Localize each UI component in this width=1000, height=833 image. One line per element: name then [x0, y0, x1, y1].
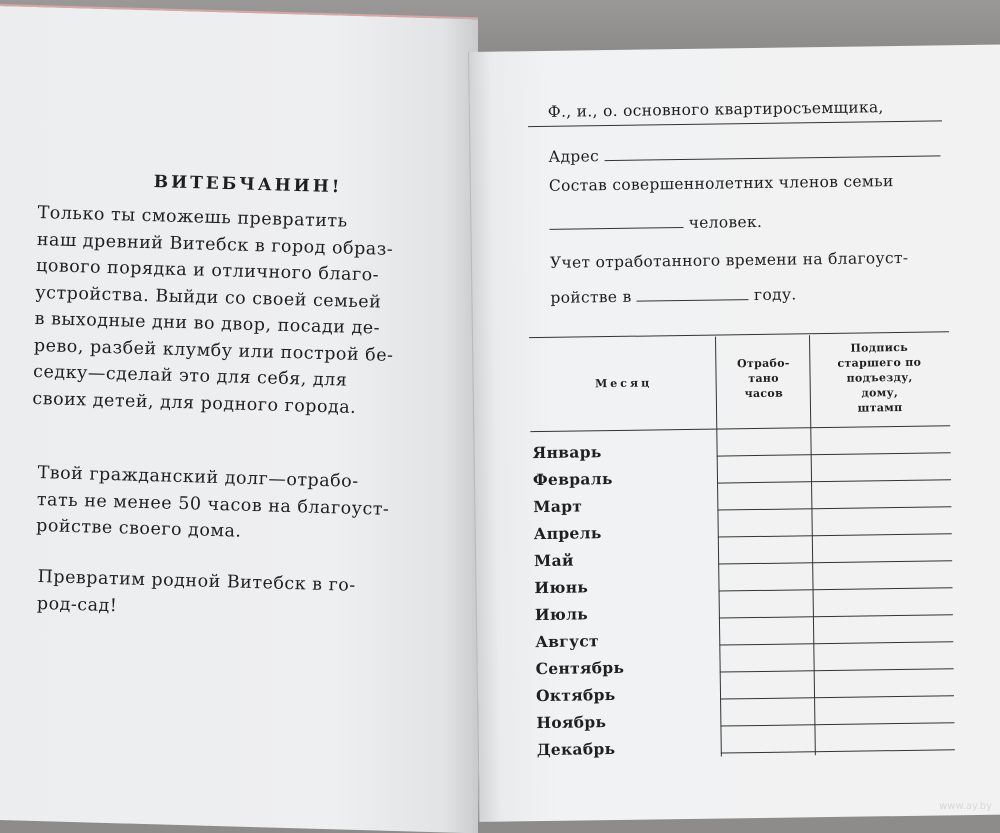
month-november: Ноябрь: [536, 712, 607, 733]
table-top-border: [529, 331, 949, 338]
tenant-label: Ф., и., о. основного квартиросъемщика,: [547, 98, 884, 121]
right-page: [468, 45, 1000, 822]
persons-field-line: [549, 213, 683, 230]
text-line: седку—сделай это для себя, для: [32, 361, 348, 391]
month-february: Февраль: [532, 469, 613, 490]
header-hours-line: Отрабо-: [737, 356, 790, 371]
header-hours-line: тано: [748, 371, 779, 386]
row-line: [720, 695, 954, 699]
text-line: наш древний Витебск в город образ-: [36, 229, 394, 260]
paragraph-slogan: [37, 564, 440, 628]
persons-label: человек.: [688, 212, 763, 232]
text-line: ройстве своего дома.: [35, 515, 242, 542]
month-august: Август: [535, 631, 600, 652]
accounting-label: Учет отработанного времени на благоуст-: [549, 248, 909, 272]
month-march: Март: [533, 496, 583, 517]
month-december: Декабрь: [536, 739, 616, 760]
address-row: [548, 141, 940, 165]
text-line: в выходные дни во двор, посади де-: [34, 308, 381, 339]
month-january: Январь: [532, 442, 602, 463]
row-line: [717, 452, 951, 456]
header-month: Месяц: [594, 376, 653, 391]
header-signature-line: старшего по: [837, 355, 922, 370]
header-signature-line: дому,: [861, 386, 899, 400]
text-line: устройства. Выйди со своей семьей: [35, 282, 382, 313]
left-page-content: [0, 0, 478, 818]
month-july: Июль: [534, 604, 589, 625]
row-line: [719, 587, 953, 591]
header-signature-line: штамп: [857, 400, 903, 415]
tenant-field-line: [528, 120, 942, 127]
text-line: рево, разбей клумбу или построй бе-: [33, 335, 394, 366]
left-page-title: ВИТЕБЧАНИН!: [153, 172, 343, 198]
address-field-line: [604, 141, 940, 161]
row-line: [720, 722, 954, 726]
row-line: [718, 533, 952, 537]
text-line: Твой гражданский долг—отрабо-: [37, 462, 359, 492]
month-september: Сентябрь: [535, 657, 625, 679]
month-june: Июнь: [534, 577, 589, 598]
year-suffix: году.: [753, 285, 797, 305]
text-line: тать не менее 50 часов на благоуст-: [36, 489, 390, 520]
persons-row: [549, 212, 762, 234]
watermark: www.ay.by: [939, 801, 992, 812]
row-line: [717, 506, 951, 510]
text-line: своих детей, для родного города.: [32, 388, 357, 418]
year-row: [550, 284, 796, 306]
header-hours-line: часов: [744, 386, 784, 401]
row-line: [720, 668, 954, 672]
paragraph-duty: [36, 460, 440, 551]
month-october: Октябрь: [535, 685, 616, 706]
row-line: [717, 479, 951, 483]
month-april: Апрель: [533, 523, 602, 544]
header-signature-line: подъезду,: [846, 370, 913, 385]
paragraph-appeal: [32, 200, 440, 423]
month-may: Май: [533, 550, 574, 571]
year-prefix: ройстве в: [550, 287, 632, 307]
text-line: цового порядка и отличного благо-: [35, 255, 380, 286]
row-line: [719, 614, 953, 618]
family-label: Состав совершеннолетних членов семьи: [548, 172, 894, 195]
year-field-line: [637, 285, 749, 302]
text-line: Превратим родной Витебск в го-: [37, 566, 356, 596]
table-header-border: [530, 425, 950, 432]
header-signature-line: Подпись: [850, 340, 909, 355]
header-hours: [717, 355, 810, 401]
header-signature: [811, 339, 948, 416]
row-line: [718, 560, 952, 564]
row-line: [721, 749, 955, 753]
row-line: [719, 641, 953, 645]
address-label: Адрес: [548, 147, 600, 166]
text-line: Только ты сможешь превратить: [37, 202, 348, 232]
text-line: род-сад!: [36, 593, 118, 616]
